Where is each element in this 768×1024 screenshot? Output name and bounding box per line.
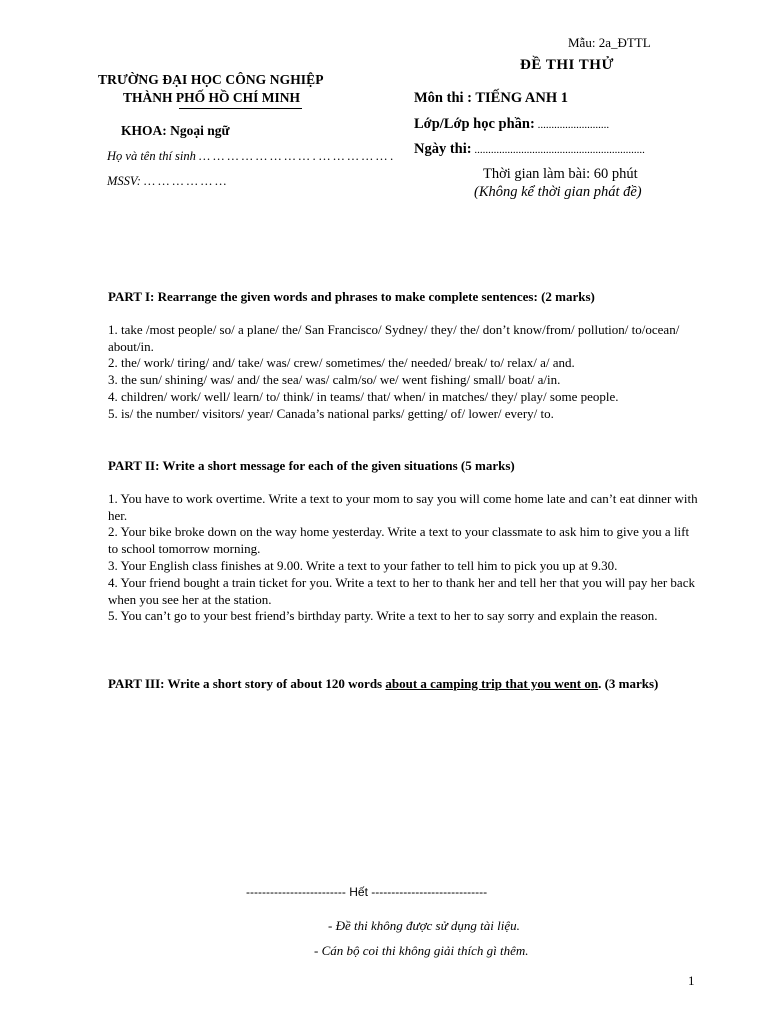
school-name-line2: THÀNH PHỐ HỒ CHÍ MINH xyxy=(123,90,301,105)
student-name-field: Họ và tên thí sinh … … … … … … … … . … … … … … . xyxy=(107,149,394,163)
part2-item: 1. You have to work overtime. Write a text to your mom to say you will come home late and can’t eat dinner with her. xyxy=(108,490,698,523)
exam-note-no-materials: - Đề thi không được sử dụng tài liệu. xyxy=(328,918,520,933)
exam-title: ĐỀ THI THỬ xyxy=(520,57,614,73)
part1-section xyxy=(108,289,698,423)
faculty-label: KHOA: xyxy=(121,123,167,138)
page-number: 1 xyxy=(688,973,695,988)
part2-heading: PART II: Write a short message for each of the given situations (5 marks) xyxy=(108,458,515,473)
part2-item: 4. Your friend bought a train ticket for you. Write a text to her to thank her and tell her that you will pay her back when you see her at the station. xyxy=(108,574,695,607)
part1-item: 5. is/ the number/ visitors/ year/ Canada’s national parks/ getting/ of/ lower/ every/ to. xyxy=(108,405,554,421)
exam-date-field xyxy=(414,141,645,158)
part2-item: 2. Your bike broke down on the way home yesterday. Write a text to your classmate to ask him to give you a lift to school tomorrow morning. xyxy=(108,524,690,557)
part1-item: 1. take /most people/ so/ a plane/ the/ San Francisco/ Sydney/ they/ the/ don’t know/from/ pollution/ to/ocean/ about/in. xyxy=(108,321,680,354)
part3-section xyxy=(108,676,698,693)
part3-heading xyxy=(108,676,698,693)
faculty-value: Ngoại ngữ xyxy=(170,123,230,138)
part3-topic: about a camping trip that you went on xyxy=(385,676,599,691)
part1-item: 3. the sun/ shining/ was/ and/ the sea/ was/ calm/so/ we/ went fishing/ small/ boat/ a/in. xyxy=(108,372,561,388)
part1-item: 4. children/ work/ well/ learn/ to/ think/ in teams/ that/ when/ in matches/ they/ play/ some people. xyxy=(108,388,619,404)
faculty xyxy=(121,123,230,139)
exam-duration-note: (Không kể thời gian phát đề) xyxy=(474,184,642,200)
end-of-exam-line: ------------------------- Hết ----------------------------- xyxy=(246,885,488,899)
part1-item: 2. the/ work/ tiring/ and/ take/ was/ crew/ sometimes/ the/ needed/ break/ to/ relax/ a/ and. xyxy=(108,355,575,371)
student-id-field: MSSV: … … … … … … xyxy=(107,174,227,188)
exam-note-no-explanation: - Cán bộ coi thi không giải thích gì thêm. xyxy=(314,943,529,958)
class-dots: .......................... xyxy=(534,119,610,131)
school-underline-divider xyxy=(179,108,302,109)
form-code: Mẫu: 2a_ĐTTL xyxy=(568,35,651,50)
part2-section xyxy=(108,458,698,625)
date-label: Ngày thi: xyxy=(414,141,472,157)
exam-duration: Thời gian làm bài: 60 phút xyxy=(483,166,638,182)
school-name-line1: TRƯỜNG ĐẠI HỌC CÔNG NGHIỆP xyxy=(98,72,324,87)
class-label: Lớp/Lớp học phần: xyxy=(414,116,535,132)
date-dots: .............................................................. xyxy=(471,144,645,156)
part1-heading: PART I: Rearrange the given words and phrases to make complete sentences: (2 marks) xyxy=(108,289,595,304)
part2-item: 3. Your English class finishes at 9.00. Write a text to your father to tell him to pick you up at 9.30. xyxy=(108,557,618,573)
part2-item: 5. You can’t go to your best friend’s birthday party. Write a text to her to say sorry and explain the reason. xyxy=(108,608,658,624)
part3-heading-suffix: . (3 marks) xyxy=(598,676,659,691)
part3-heading-prefix: PART III: Write a short story of about 120 words xyxy=(108,676,386,691)
exam-subject: Môn thi : TIẾNG ANH 1 xyxy=(414,90,569,106)
class-field xyxy=(414,116,609,133)
